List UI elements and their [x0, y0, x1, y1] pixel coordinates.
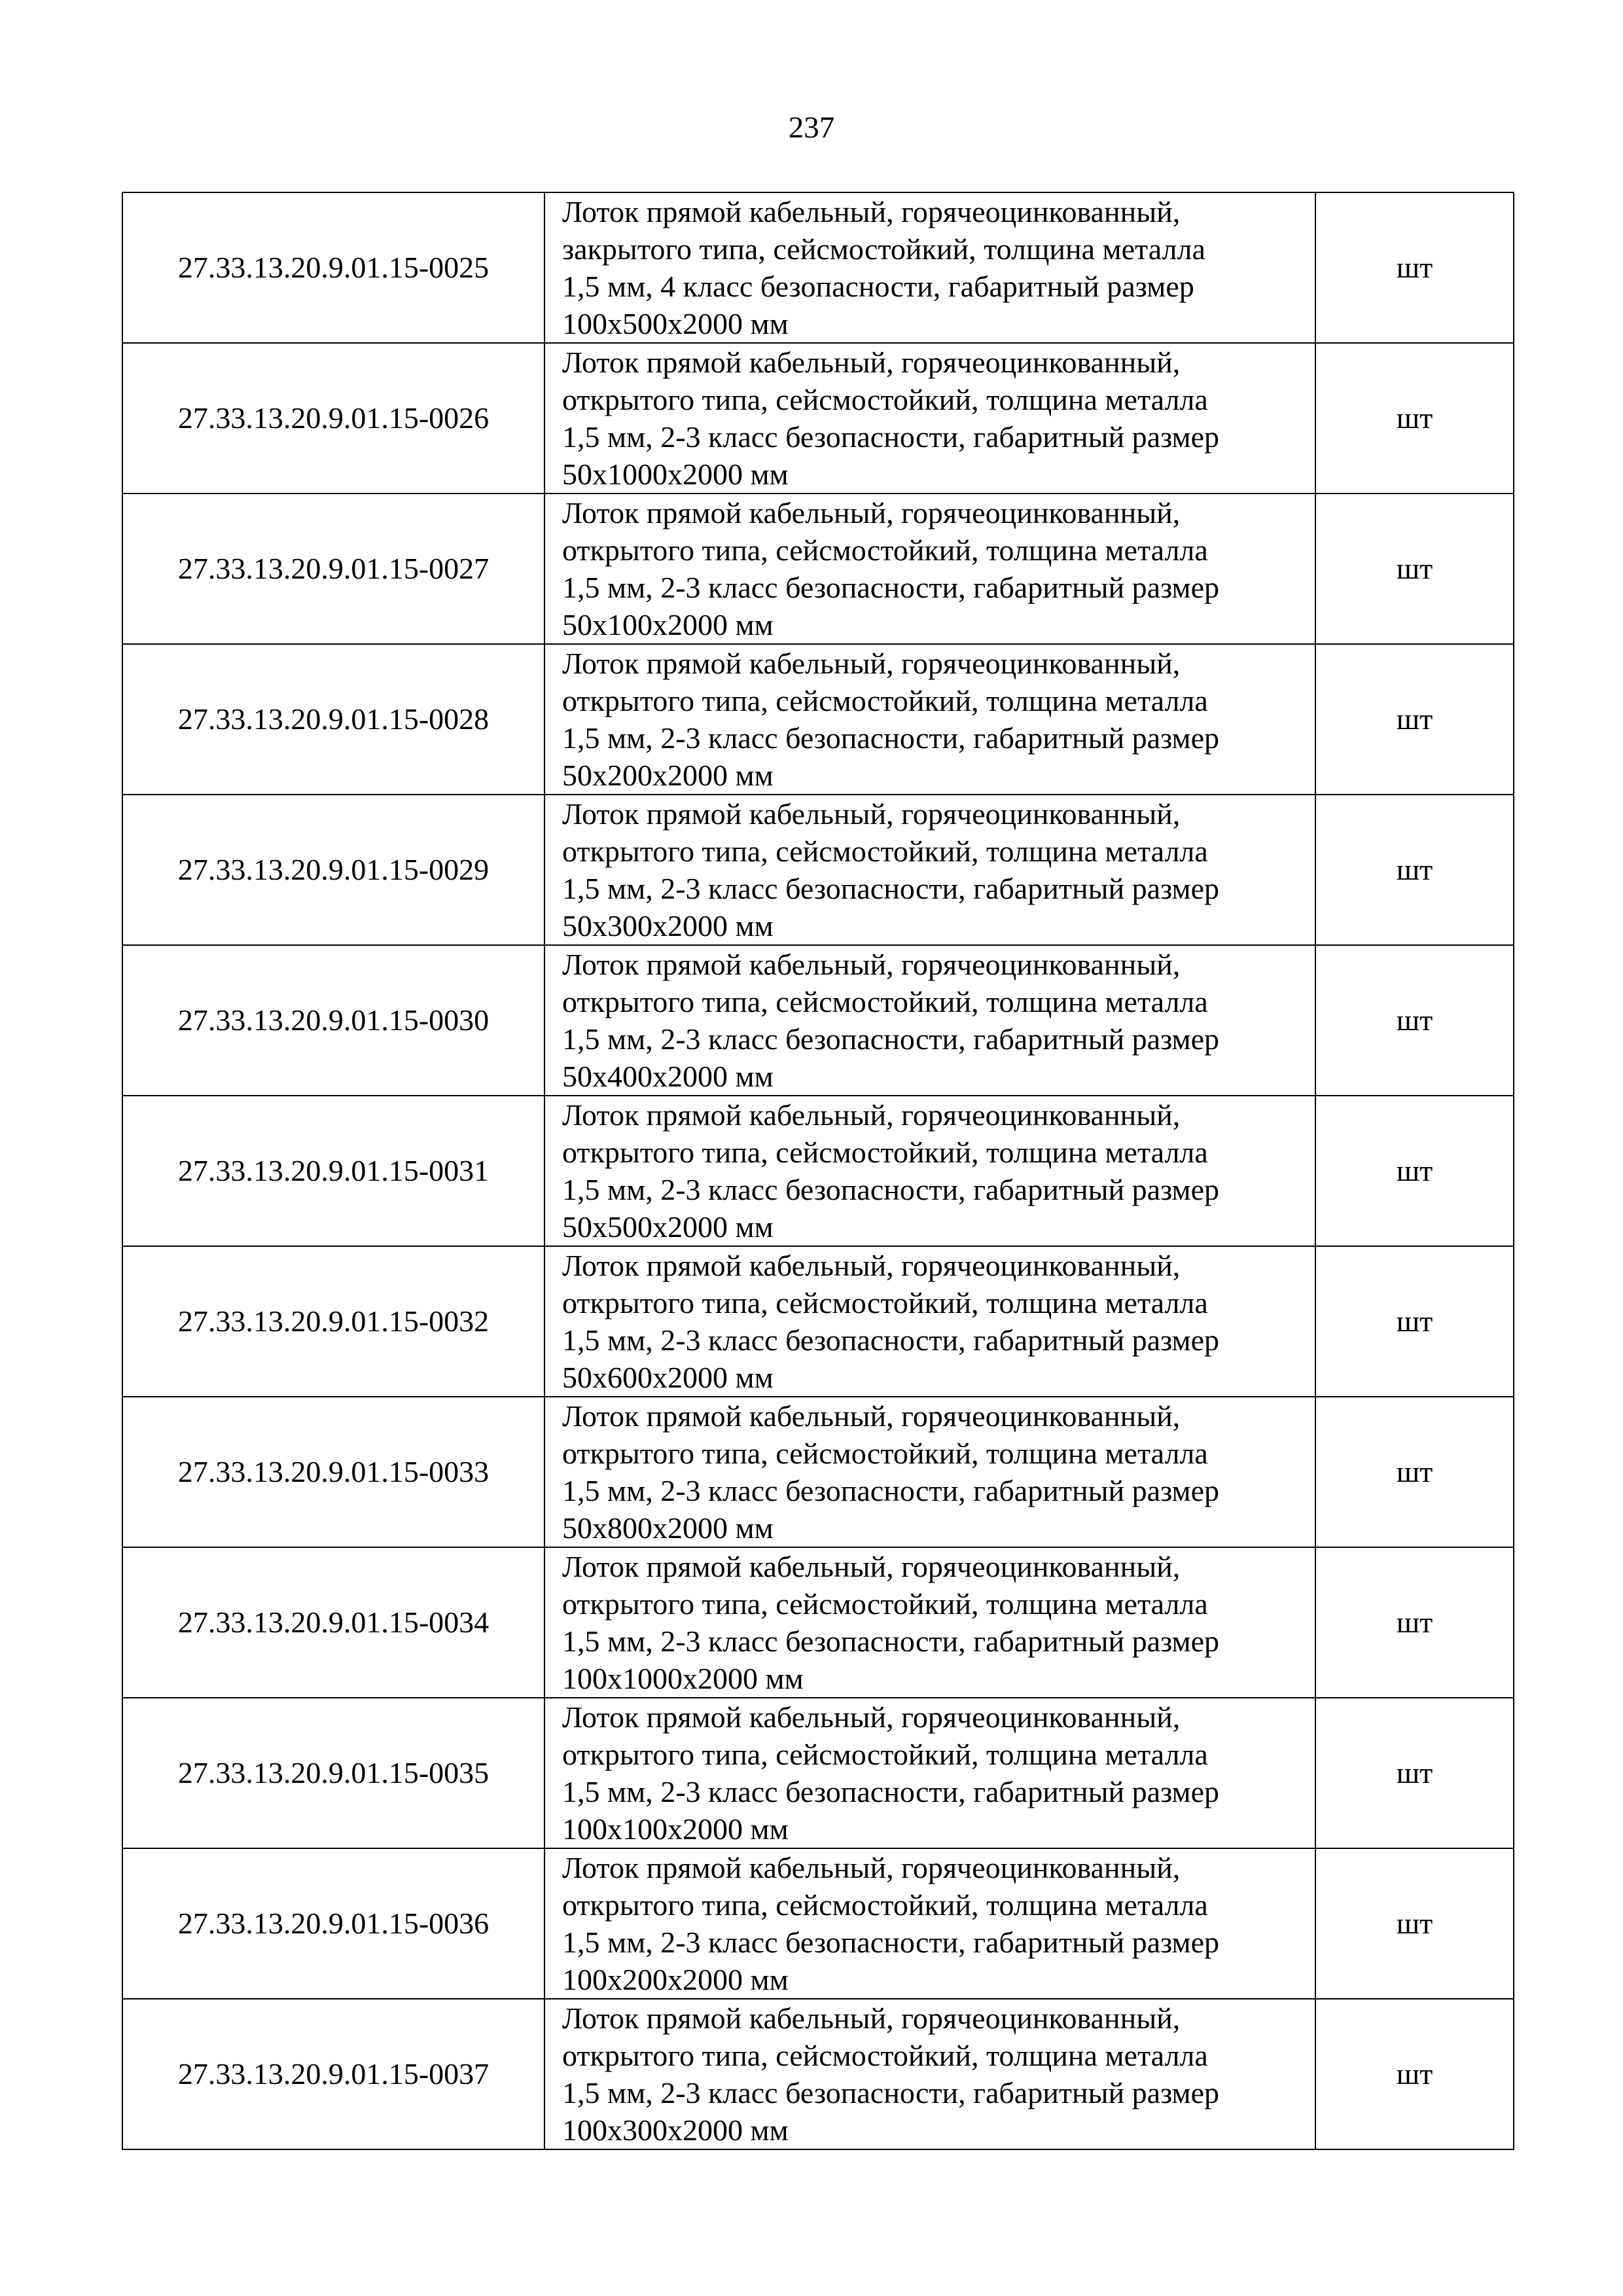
resource-code: 27.33.13.20.9.01.15-0030	[122, 945, 544, 1096]
specification-table	[122, 192, 1514, 2150]
table-row	[122, 1848, 1514, 1999]
table-row	[122, 1096, 1514, 1246]
unit-of-measure: шт	[1315, 1096, 1514, 1246]
resource-code: 27.33.13.20.9.01.15-0026	[122, 343, 544, 493]
table-row	[122, 192, 1514, 343]
table-row	[122, 945, 1514, 1096]
table-row	[122, 493, 1514, 644]
resource-code: 27.33.13.20.9.01.15-0033	[122, 1397, 544, 1547]
unit-of-measure: шт	[1315, 1848, 1514, 1999]
resource-code: 27.33.13.20.9.01.15-0029	[122, 795, 544, 945]
table-row	[122, 795, 1514, 945]
unit-of-measure: шт	[1315, 945, 1514, 1096]
unit-of-measure: шт	[1315, 1698, 1514, 1848]
resource-description: Лоток прямой кабельный, горячеоцинкованный, открытого типа, сейсмостойкий, толщина металла 1,5 мм, 2-3 класс безопасности, габаритный размер 50х600х2000 мм	[544, 1246, 1315, 1397]
resource-description: Лоток прямой кабельный, горячеоцинкованный, открытого типа, сейсмостойкий, толщина металла 1,5 мм, 2-3 класс безопасности, габаритный размер 50х500х2000 мм	[544, 1096, 1315, 1246]
table-row	[122, 1397, 1514, 1547]
unit-of-measure: шт	[1315, 1547, 1514, 1698]
resource-code: 27.33.13.20.9.01.15-0036	[122, 1848, 544, 1999]
resource-code: 27.33.13.20.9.01.15-0025	[122, 192, 544, 343]
resource-description: Лоток прямой кабельный, горячеоцинкованный, открытого типа, сейсмостойкий, толщина металла 1,5 мм, 2-3 класс безопасности, габаритный размер 100х1000х2000 мм	[544, 1547, 1315, 1698]
resource-description: Лоток прямой кабельный, горячеоцинкованный, открытого типа, сейсмостойкий, толщина металла 1,5 мм, 2-3 класс безопасности, габаритный размер 50х400х2000 мм	[544, 945, 1315, 1096]
resource-description: Лоток прямой кабельный, горячеоцинкованный, открытого типа, сейсмостойкий, толщина металла 1,5 мм, 2-3 класс безопасности, габаритный размер 50х300х2000 мм	[544, 795, 1315, 945]
resource-description: Лоток прямой кабельный, горячеоцинкованный, открытого типа, сейсмостойкий, толщина металла 1,5 мм, 2-3 класс безопасности, габаритный размер 100х300х2000 мм	[544, 1999, 1315, 2149]
resource-description: Лоток прямой кабельный, горячеоцинкованный, закрытого типа, сейсмостойкий, толщина металла 1,5 мм, 4 класс безопасности, габаритный размер 100х500х2000 мм	[544, 192, 1315, 343]
table-row	[122, 1547, 1514, 1698]
unit-of-measure: шт	[1315, 493, 1514, 644]
resource-description: Лоток прямой кабельный, горячеоцинкованный, открытого типа, сейсмостойкий, толщина металла 1,5 мм, 2-3 класс безопасности, габаритный размер 50х200х2000 мм	[544, 644, 1315, 795]
resource-description: Лоток прямой кабельный, горячеоцинкованный, открытого типа, сейсмостойкий, толщина металла 1,5 мм, 2-3 класс безопасности, габаритный размер 100х100х2000 мм	[544, 1698, 1315, 1848]
page-number: 237	[788, 111, 835, 145]
unit-of-measure: шт	[1315, 644, 1514, 795]
unit-of-measure: шт	[1315, 343, 1514, 493]
resource-description: Лоток прямой кабельный, горячеоцинкованный, открытого типа, сейсмостойкий, толщина металла 1,5 мм, 2-3 класс безопасности, габаритный размер 50х100х2000 мм	[544, 493, 1315, 644]
unit-of-measure: шт	[1315, 1397, 1514, 1547]
resource-description: Лоток прямой кабельный, горячеоцинкованный, открытого типа, сейсмостойкий, толщина металла 1,5 мм, 2-3 класс безопасности, габаритный размер 50х800х2000 мм	[544, 1397, 1315, 1547]
resource-code: 27.33.13.20.9.01.15-0028	[122, 644, 544, 795]
resource-code: 27.33.13.20.9.01.15-0027	[122, 493, 544, 644]
resource-code: 27.33.13.20.9.01.15-0034	[122, 1547, 544, 1698]
table-row	[122, 644, 1514, 795]
table-row	[122, 1246, 1514, 1397]
resource-code: 27.33.13.20.9.01.15-0035	[122, 1698, 544, 1848]
resource-description: Лоток прямой кабельный, горячеоцинкованный, открытого типа, сейсмостойкий, толщина металла 1,5 мм, 2-3 класс безопасности, габаритный размер 50х1000х2000 мм	[544, 343, 1315, 493]
unit-of-measure: шт	[1315, 795, 1514, 945]
resource-code: 27.33.13.20.9.01.15-0037	[122, 1999, 544, 2149]
resource-description: Лоток прямой кабельный, горячеоцинкованный, открытого типа, сейсмостойкий, толщина металла 1,5 мм, 2-3 класс безопасности, габаритный размер 100х200х2000 мм	[544, 1848, 1315, 1999]
resource-code: 27.33.13.20.9.01.15-0031	[122, 1096, 544, 1246]
unit-of-measure: шт	[1315, 1999, 1514, 2149]
resource-code: 27.33.13.20.9.01.15-0032	[122, 1246, 544, 1397]
unit-of-measure: шт	[1315, 1246, 1514, 1397]
unit-of-measure: шт	[1315, 192, 1514, 343]
table-row	[122, 1698, 1514, 1848]
table-row	[122, 1999, 1514, 2149]
table-row	[122, 343, 1514, 493]
